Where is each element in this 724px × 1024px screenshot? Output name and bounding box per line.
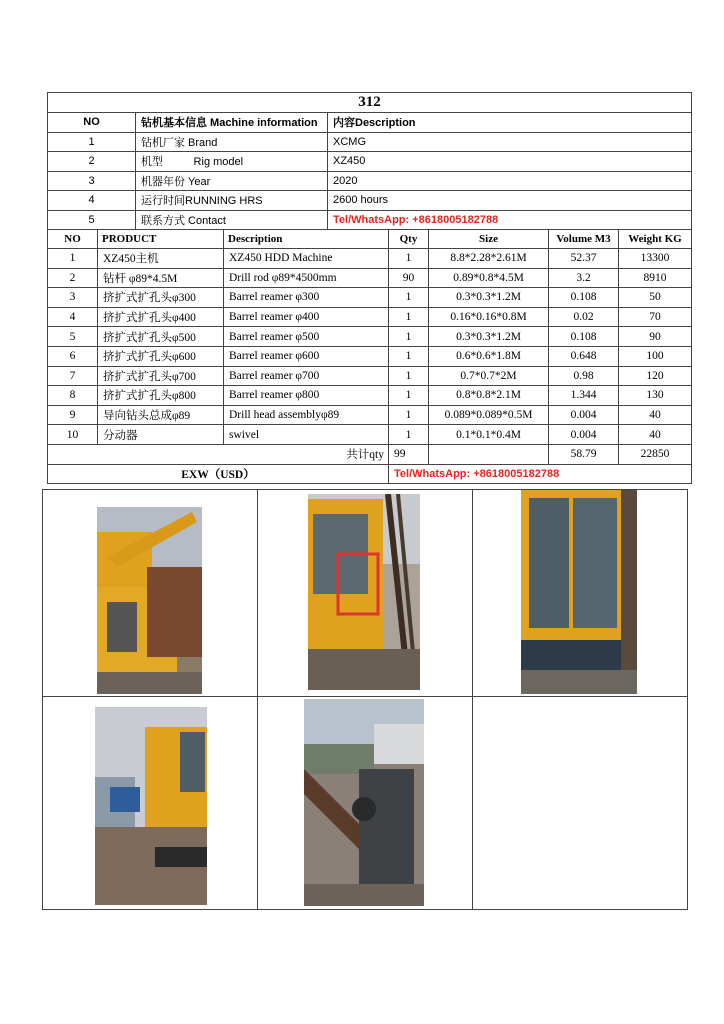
item-size: 0.6*0.6*1.8M (429, 346, 549, 366)
exw-row (48, 464, 692, 484)
table-row (48, 249, 692, 269)
item-size: 0.89*0.8*4.5M (429, 268, 549, 288)
item-size: 0.3*0.3*1.2M (429, 327, 549, 347)
item-no: 8 (48, 386, 98, 406)
col-header-size: Size (429, 230, 549, 249)
item-qty: 1 (389, 366, 429, 386)
item-product: 挤扩式扩孔头φ500 (98, 327, 224, 347)
total-row (48, 444, 692, 464)
info-no: 2 (48, 152, 136, 172)
info-no: 3 (48, 171, 136, 191)
table-row (48, 268, 692, 288)
item-volume: 52.37 (549, 249, 619, 269)
item-description: Drill head assemblyφ89 (224, 405, 389, 425)
col-header-description: Description (224, 230, 389, 249)
item-description: Barrel reamer φ800 (224, 386, 389, 406)
photo-cell (258, 490, 473, 697)
item-size: 0.7*0.7*2M (429, 366, 549, 386)
photo-grid (42, 489, 688, 910)
item-description: Drill rod φ89*4500mm (224, 268, 389, 288)
info-row (48, 171, 692, 191)
item-size: 0.1*0.1*0.4M (429, 425, 549, 445)
item-no: 1 (48, 249, 98, 269)
item-weight: 8910 (619, 268, 692, 288)
total-volume: 58.79 (549, 444, 619, 464)
info-value: 2600 hours (328, 191, 692, 211)
total-qty: 99 (389, 444, 429, 464)
contact-value: Tel/WhatsApp: +8618005182788 (328, 210, 692, 230)
item-description: XZ450 HDD Machine (224, 249, 389, 269)
item-volume: 0.02 (549, 307, 619, 327)
machine-photo-3 (521, 490, 637, 694)
item-product: 挤扩式扩孔头φ400 (98, 307, 224, 327)
info-no: 4 (48, 191, 136, 211)
item-volume: 1.344 (549, 386, 619, 406)
item-volume: 0.004 (549, 405, 619, 425)
item-volume: 0.108 (549, 327, 619, 347)
photo-cell (473, 490, 688, 697)
item-product: XZ450主机 (98, 249, 224, 269)
item-qty: 1 (389, 327, 429, 347)
info-field: 机型 Rig model (136, 152, 328, 172)
item-volume: 0.648 (549, 346, 619, 366)
info-row (48, 210, 692, 230)
info-value: 2020 (328, 171, 692, 191)
item-volume: 0.98 (549, 366, 619, 386)
item-weight: 120 (619, 366, 692, 386)
item-description: Barrel reamer φ400 (224, 307, 389, 327)
info-row (48, 191, 692, 211)
item-no: 3 (48, 288, 98, 308)
item-weight: 70 (619, 307, 692, 327)
total-size-empty (429, 444, 549, 464)
item-description: Barrel reamer φ700 (224, 366, 389, 386)
col-header-product: PRODUCT (98, 230, 224, 249)
item-weight: 130 (619, 386, 692, 406)
col-header-weight: Weight KG (619, 230, 692, 249)
item-product: 钻杆 φ89*4.5M (98, 268, 224, 288)
item-weight: 100 (619, 346, 692, 366)
item-no: 4 (48, 307, 98, 327)
item-no: 2 (48, 268, 98, 288)
item-size: 0.8*0.8*2.1M (429, 386, 549, 406)
info-no: 5 (48, 210, 136, 230)
table-row (48, 288, 692, 308)
col-header-qty: Qty (389, 230, 429, 249)
item-size: 0.3*0.3*1.2M (429, 288, 549, 308)
item-product: 挤扩式扩孔头φ700 (98, 366, 224, 386)
info-field: 联系方式 Contact (136, 210, 328, 230)
photo-cell (258, 697, 473, 910)
item-product: 挤扩式扩孔头φ300 (98, 288, 224, 308)
info-header-no: NO (48, 113, 136, 133)
info-field: 钻机厂家 Brand (136, 132, 328, 152)
info-header-row (48, 113, 692, 133)
list-header-row (48, 230, 692, 249)
item-weight: 13300 (619, 249, 692, 269)
item-product: 导向钻头总成φ89 (98, 405, 224, 425)
machine-photo-2 (308, 494, 420, 690)
item-weight: 40 (619, 405, 692, 425)
item-size: 0.089*0.089*0.5M (429, 405, 549, 425)
item-no: 7 (48, 366, 98, 386)
total-weight: 22850 (619, 444, 692, 464)
item-weight: 40 (619, 425, 692, 445)
item-size: 0.16*0.16*0.8M (429, 307, 549, 327)
info-no: 1 (48, 132, 136, 152)
photo-cell-empty (473, 697, 688, 910)
item-qty: 1 (389, 307, 429, 327)
col-header-no: NO (48, 230, 98, 249)
item-size: 8.8*2.28*2.61M (429, 249, 549, 269)
table-row (48, 425, 692, 445)
item-product: 挤扩式扩孔头φ800 (98, 386, 224, 406)
packing-list-table (47, 229, 692, 484)
photo-cell (43, 490, 258, 697)
item-product: 挤扩式扩孔头φ600 (98, 346, 224, 366)
info-row (48, 152, 692, 172)
item-no: 10 (48, 425, 98, 445)
item-qty: 1 (389, 425, 429, 445)
item-description: Barrel reamer φ300 (224, 288, 389, 308)
item-qty: 1 (389, 386, 429, 406)
info-field: 运行时间RUNNING HRS (136, 191, 328, 211)
info-row (48, 132, 692, 152)
machine-info-table (47, 92, 692, 230)
table-row (48, 307, 692, 327)
item-product: 分动器 (98, 425, 224, 445)
table-row (48, 327, 692, 347)
machine-photo-4 (95, 707, 207, 905)
info-value: XCMG (328, 132, 692, 152)
item-description: Barrel reamer φ600 (224, 346, 389, 366)
item-no: 6 (48, 346, 98, 366)
item-weight: 90 (619, 327, 692, 347)
item-volume: 0.108 (549, 288, 619, 308)
table-row (48, 346, 692, 366)
info-header-field: 钻机基本信息 Machine information (136, 113, 328, 133)
machine-photo-1 (97, 507, 202, 694)
exw-label: EXW（USD） (48, 464, 389, 484)
item-qty: 90 (389, 268, 429, 288)
photo-cell (43, 697, 258, 910)
item-no: 9 (48, 405, 98, 425)
info-value: XZ450 (328, 152, 692, 172)
info-header-desc: 内容Description (328, 113, 692, 133)
item-description: Barrel reamer φ500 (224, 327, 389, 347)
table-row (48, 405, 692, 425)
total-label: 共计qty (48, 444, 389, 464)
page-title: 312 (48, 93, 692, 113)
table-row (48, 366, 692, 386)
item-weight: 50 (619, 288, 692, 308)
item-volume: 3.2 (549, 268, 619, 288)
item-qty: 1 (389, 288, 429, 308)
table-row (48, 386, 692, 406)
col-header-volume: Volume M3 (549, 230, 619, 249)
item-description: swivel (224, 425, 389, 445)
item-qty: 1 (389, 346, 429, 366)
item-volume: 0.004 (549, 425, 619, 445)
exw-value: Tel/WhatsApp: +8618005182788 (389, 464, 692, 484)
info-field: 机器年份 Year (136, 171, 328, 191)
machine-photo-5 (304, 699, 424, 906)
item-qty: 1 (389, 249, 429, 269)
item-no: 5 (48, 327, 98, 347)
item-qty: 1 (389, 405, 429, 425)
